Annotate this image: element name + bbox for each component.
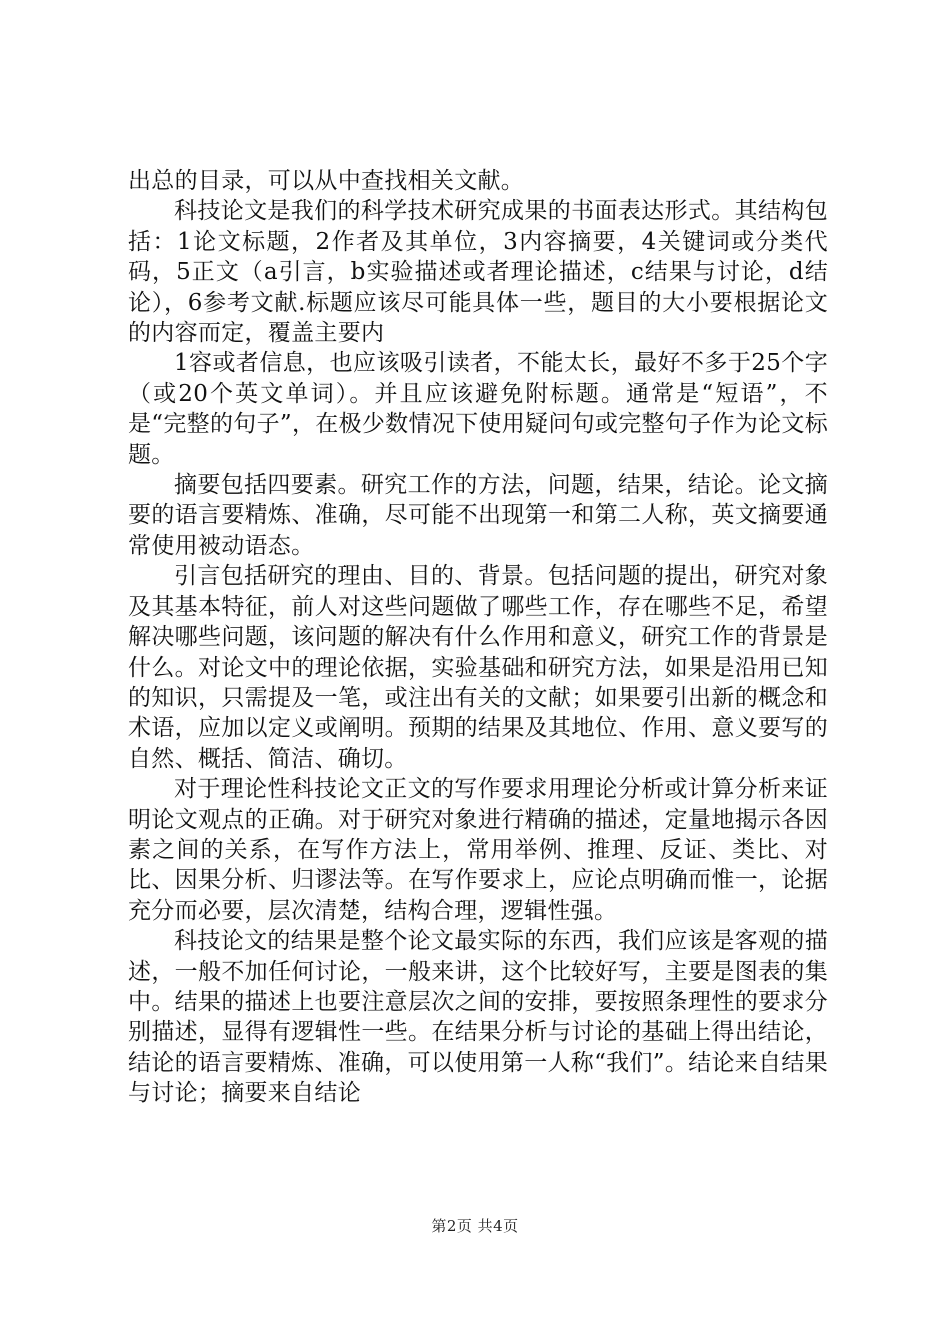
paragraph-continuation: 出总的目录，可以从中查找相关文献。 bbox=[128, 168, 525, 194]
paragraph-structure: 科技论文是我们的科学技术研究成果的书面表达形式。其结构包括：1论文标题，2作者及其单位，3内容摘要，4关键词或分类代码，5正文（a引言，b实验描述或者理论描述，c结果与讨论，d结论），6参考文献.标题应该尽可能具体一些，题目的大小要根据论文的内容而定，覆盖主要内 bbox=[128, 198, 828, 347]
paragraph-body-text: 对于理论性科技论文正文的写作要求用理论分析或计算分析来证明论文观点的正确。对于研究对象进行精确的描述，定量地揭示各因素之间的关系，在写作方法上，常用举例、推理、反证、类比、对比、因果分析、归谬法等。在写作要求上，应论点明确而惟一，论据充分而必要，层次清楚，结构合理，逻辑性强。 bbox=[128, 776, 828, 924]
paragraph-results: 科技论文的结果是整个论文最实际的东西，我们应该是客观的描述，一般不加任何讨论，一般来讲，这个比较好写，主要是图表的集中。结果的描述上也要注意层次之间的安排，要按照条理性的要求分别描述，显得有逻辑性一些。在结果分析与讨论的基础上得出结论，结论的语言要精炼、准确，可以使用第一人称“我们”。结论来自结果与讨论；摘要来自结论 bbox=[128, 928, 828, 1107]
paragraph-introduction: 引言包括研究的理由、目的、背景。包括问题的提出，研究对象及其基本特征，前人对这些问题做了哪些工作，存在哪些不足，希望解决哪些问题，该问题的解决有什么作用和意义，研究工作的背景是什么。对论文中的理论依据，实验基础和研究方法，如果是沿用已知的知识，只需提及一笔，或注出有关的文献；如果要引出新的概念和术语，应加以定义或阐明。预期的结果及其地位、作用、意义要写的自然、概括、简洁、确切。 bbox=[128, 563, 828, 772]
page-footer: 第2页 共4页 bbox=[431, 1217, 519, 1235]
paragraph-abstract: 摘要包括四要素。研究工作的方法，问题，结果，结论。论文摘要的语言要精炼、准确，尽可能不出现第一和第二人称，英文摘要通常使用被动语态。 bbox=[128, 472, 828, 559]
paragraph-title-requirements: 1容或者信息，也应该吸引读者，不能太长，最好不多于25个字（或20个英文单词）。并且应该避免附标题。通常是“短语”，不是“完整的句子”，在极少数情况下使用疑问句或完整句子作为论文标题。 bbox=[128, 350, 828, 468]
document-body bbox=[128, 166, 828, 1109]
